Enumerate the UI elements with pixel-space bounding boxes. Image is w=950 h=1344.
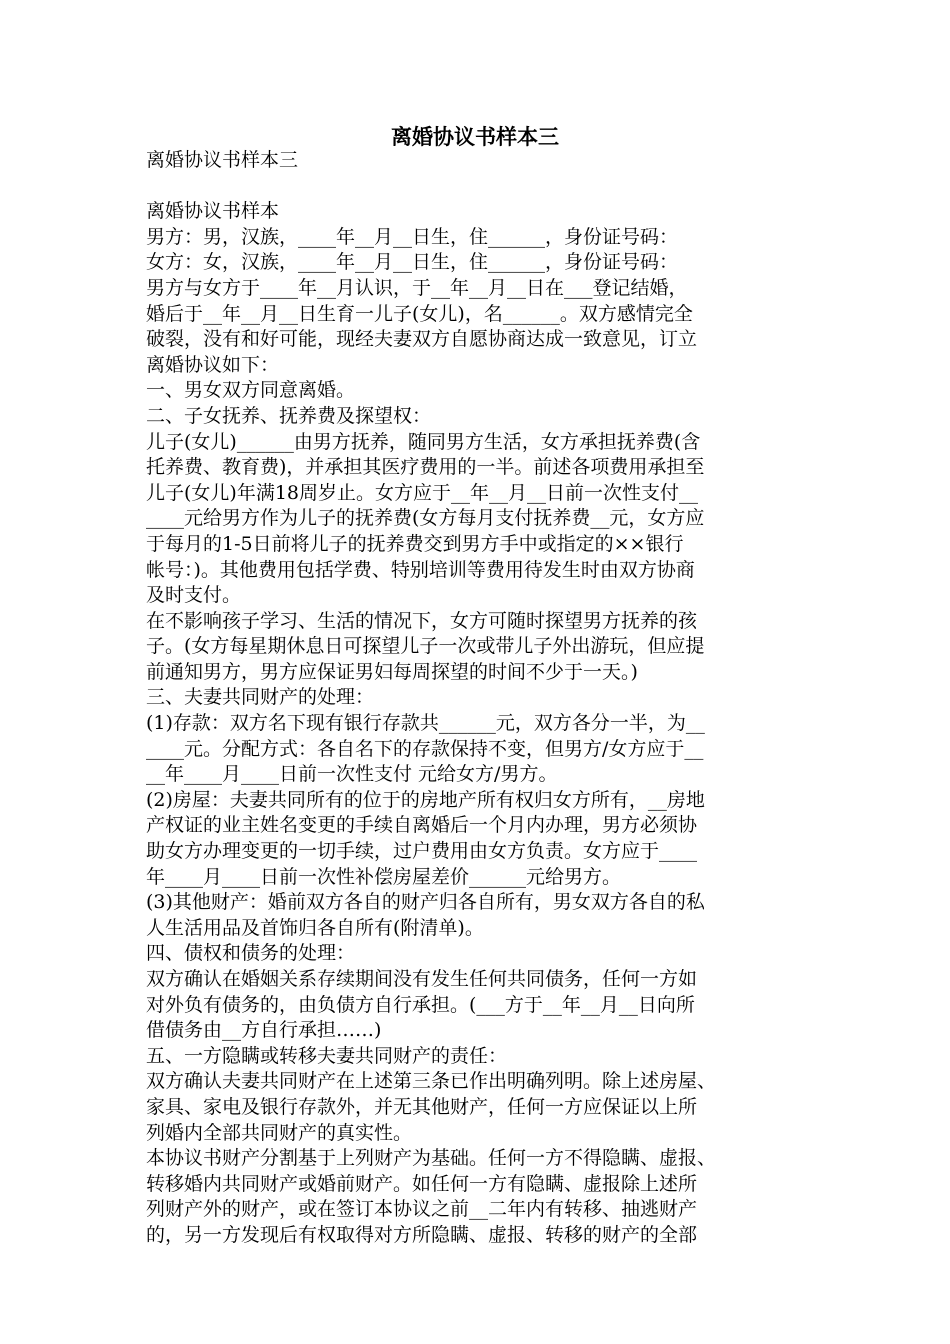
document-line: 儿子(女儿)年满18周岁止。女方应于__年__月__日前一次性支付__ [146,481,699,504]
document-line: 破裂，没有和好可能，现经夫妻双方自愿协商达成一致意见，订立 [146,328,698,351]
document-line: ____元。分配方式：各自名下的存款保持不变，但男方/女方应于__ [146,737,704,760]
document-line: 男方与女方于____年__月认识，于__年__月__日在___登记结婚， [146,276,688,299]
document-line: 人生活用品及首饰归各自所有(附清单)。 [146,916,484,939]
document-line: (3)其他财产：婚前双方各自的财产归各自所有，男女双方各自的私 [146,891,705,914]
document-line: 的，另一方发现后有权取得对方所隐瞒、虚报、转移的财产的全部 [146,1223,698,1246]
document-line: 列婚内全部共同财产的真实性。 [146,1121,413,1144]
document-line: 对外负有债务的，由负债方自行承担。(___方于__年__月__日向所 [146,993,695,1016]
document-line: 年____月____日前一次性补偿房屋差价______元给男方。 [146,865,622,888]
document-line: 本协议书财产分割基于上列财产为基础。任何一方不得隐瞒、虚报、 [146,1147,717,1170]
document-line: 借债务由__方自行承担……) [146,1019,382,1042]
document-line: 帐号：)。其他费用包括学费、特别培训等费用待发生时由双方协商 [146,558,695,581]
document-line: 于每月的1-5日前将儿子的抚养费交到男方手中或指定的××银行 [146,532,684,555]
document-line: 托养费、教育费)，并承担其医疗费用的一半。前述各项费用承担至 [146,456,705,479]
document-line: 女方：女，汉族，____年__月__日生，住______，身份证号码： [146,251,679,274]
document-line: __年____月____日前一次性支付 元给女方/男方。 [146,763,558,786]
blank-line [146,174,810,200]
document-line: 在不影响孩子学习、生活的情况下，女方可随时探望男方抚养的孩 [146,609,698,632]
document-line: 四、债权和债务的处理： [146,942,356,965]
document-line: 及时支付。 [146,584,242,607]
document-body [146,148,810,1249]
document-line: 子。(女方每星期休息日可探望儿子一次或带儿子外出游玩，但应提 [146,635,705,658]
document-line: 一、男女双方同意离婚。 [146,379,356,402]
document-line: 三、夫妻共同财产的处理： [146,686,375,709]
document-line: 助女方办理变更的一切手续，过户费用由女方负责。女方应于____ [146,840,698,863]
document-line: (2)房屋：夫妻共同所有的位于的房地产所有权归女方所有，__房地 [146,788,705,811]
document-line: 产权证的业主姓名变更的手续自离婚后一个月内办理，男方必须协 [146,814,698,837]
document-line: 二、子女抚养、抚养费及探望权： [146,404,432,427]
document-line: 双方确认在婚姻关系存续期间没有发生任何共同债务，任何一方如 [146,968,698,990]
document-line: 家具、家电及银行存款外，并无其他财产，任何一方应保证以上所 [146,1095,698,1118]
document-line: 儿子(女儿)______由男方抚养，随同男方生活，女方承担抚养费(含 [146,430,701,453]
document-line: 五、一方隐瞒或转移夫妻共同财产的责任： [146,1044,508,1067]
document-line: 婚后于__年__月__日生育一儿子(女儿)，名______。双方感情完全 [146,302,693,325]
document-line: 双方确认夫妻共同财产在上述第三条已作出明确列明。除上述房屋、 [146,1070,717,1093]
document-line: 离婚协议书样本 [146,200,280,223]
document-line: 前通知男方，男方应保证男妇每周探望的时间不少于一天。) [146,660,638,683]
document-line: 转移婚内共同财产或婚前财产。如任何一方有隐瞒、虚报除上述所 [146,1172,698,1195]
document-line: 列财产外的财产，或在签订本协议之前__二年内有转移、抽逃财产 [146,1198,698,1221]
document-line: ____元给男方作为儿子的抚养费(女方每月支付抚养费__元，女方应 [146,507,705,530]
document-line: (1)存款：双方名下现有银行存款共______元，双方各分一半，为__ [146,712,705,735]
document-line: 男方：男，汉族，____年__月__日生，住______，身份证号码： [146,225,679,248]
document-title: 离婚协议书样本三 [391,124,559,149]
document-line: 离婚协议书样本三 [146,149,299,171]
document-line: 离婚协议如下： [146,353,280,376]
